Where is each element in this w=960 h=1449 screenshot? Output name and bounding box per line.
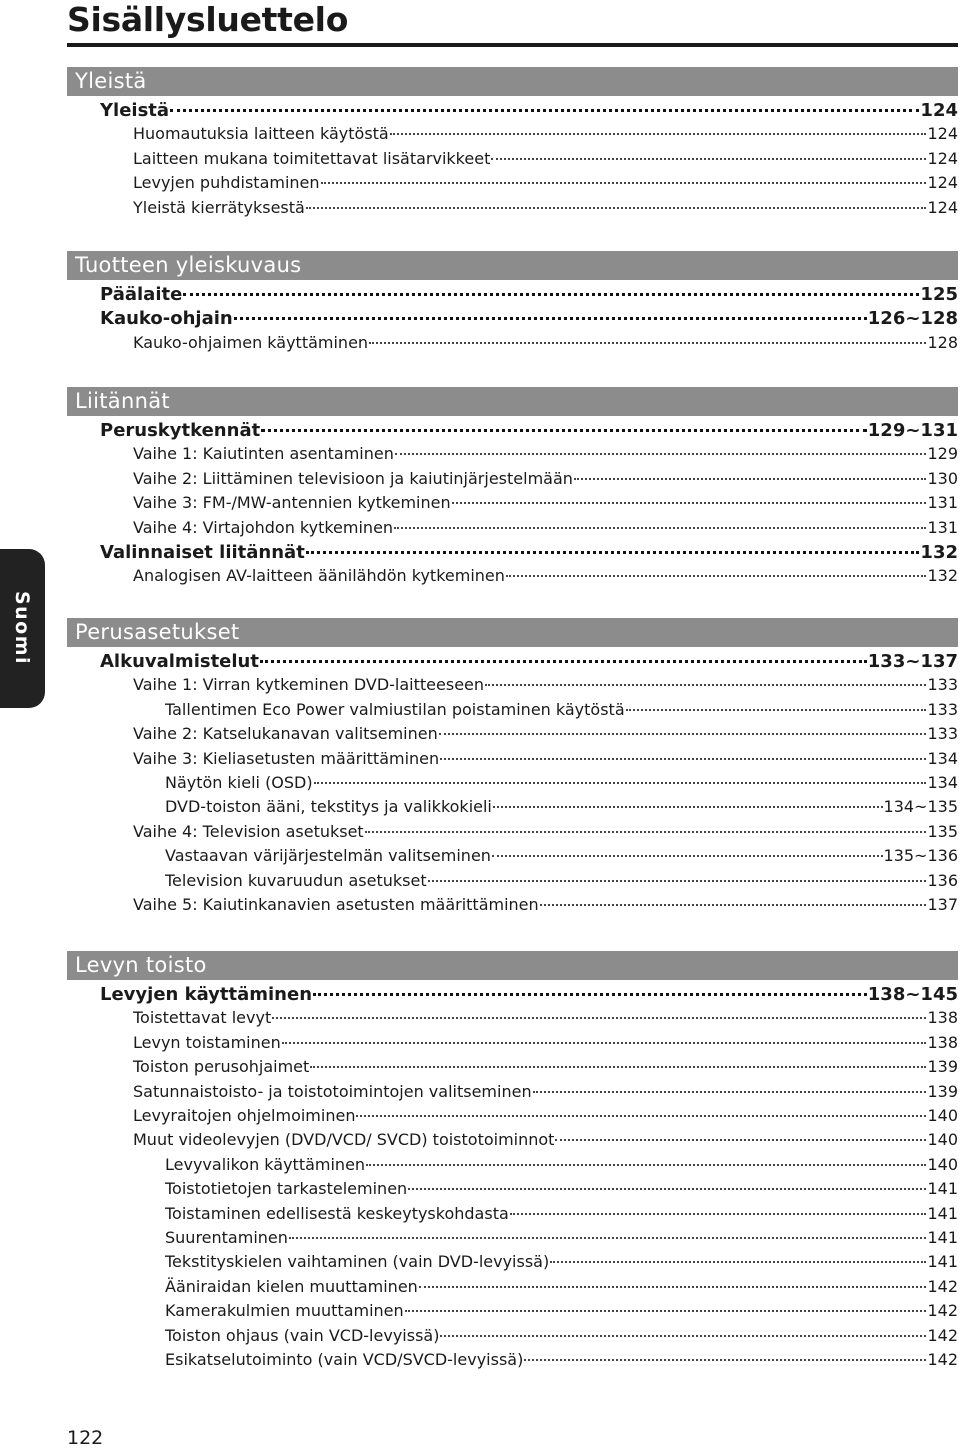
toc-entry-page: 142	[927, 1350, 958, 1369]
toc-entry-title: Vaihe 1: Kaiutinten asentaminen	[133, 444, 394, 464]
toc-entry-title: Tekstityskielen vaihtaminen (vain DVD-levyissä)	[165, 1252, 550, 1272]
toc-entry-title: Vaihe 3: Kieliasetusten määrittäminen	[133, 748, 440, 768]
toc-entry-title: Levyvalikon käyttäminen	[165, 1154, 366, 1174]
toc-entry	[133, 1057, 958, 1081]
toc-entry-page: 138~145	[867, 984, 958, 1005]
page-number: 122	[67, 1427, 104, 1449]
toc-entry-page: 142	[927, 1301, 958, 1321]
toc-entry-page: 134	[927, 748, 958, 768]
toc-entry	[133, 895, 958, 919]
toc-entry-title: Levyraitojen ohjelmoiminen	[133, 1106, 356, 1125]
dot-leader	[540, 904, 927, 906]
toc-entry	[165, 1155, 958, 1179]
toc-entry-page: 142	[927, 1276, 958, 1296]
toc-entry-title: Muut videolevyjen (DVD/VCD/ SVCD) toistotoiminnot	[133, 1130, 555, 1150]
toc-entry-title: Levyn toistaminen	[133, 1032, 281, 1052]
dot-leader	[261, 429, 867, 432]
toc-entry	[133, 518, 958, 542]
toc-entry-page: 124	[920, 100, 958, 121]
toc-entry	[133, 822, 958, 846]
toc-entry-title: Kauko-ohjaimen käyttäminen	[133, 332, 369, 352]
toc-entry	[133, 1130, 958, 1154]
toc-entry	[133, 149, 958, 173]
toc-entry-page: 139	[927, 1057, 958, 1077]
section-header: Perusasetukset	[67, 618, 958, 647]
toc-entry	[133, 1033, 958, 1057]
toc-entry	[133, 469, 958, 493]
toc-entry-title: Kauko-ohjain	[100, 308, 233, 330]
toc-entry-title: Vaihe 4: Virtajohdon kytkeminen	[133, 517, 394, 537]
section-perusasetukset	[67, 618, 958, 914]
dot-leader	[282, 1042, 927, 1044]
dot-leader	[574, 478, 927, 480]
toc-entry-page: 134	[927, 773, 958, 792]
dot-leader	[533, 1091, 927, 1093]
toc-entry-title: Päälaite	[100, 284, 183, 305]
toc-entry-title: Satunnaistoisto- ja toistotoimintojen valitseminen	[133, 1081, 532, 1101]
toc-entry	[100, 984, 958, 1008]
toc-entry	[165, 1301, 958, 1325]
toc-entry-page: 129~131	[867, 420, 958, 441]
toc-entry	[165, 846, 958, 870]
section-liitannat	[67, 387, 958, 586]
toc-entry	[165, 1350, 958, 1374]
dot-leader	[306, 207, 927, 209]
toc-entry	[133, 333, 958, 357]
dot-leader	[260, 660, 867, 663]
toc-entry-title: Näytön kieli (OSD)	[165, 773, 313, 792]
dot-leader	[419, 1286, 927, 1288]
toc-entry	[133, 749, 958, 773]
toc-entry-title: Vaihe 4: Television asetukset	[133, 821, 364, 841]
toc-entry	[100, 420, 958, 444]
toc-entry-page: 137	[927, 895, 958, 914]
toc-entry-page: 132	[927, 566, 958, 586]
toc-entry	[165, 1204, 958, 1228]
dot-leader	[440, 1335, 926, 1337]
toc-entry-page: 124	[927, 148, 958, 168]
toc-entry-title: Vaihe 3: FM-/MW-antennien kytkeminen	[133, 493, 451, 513]
dot-leader	[408, 1188, 926, 1190]
toc-entry-page: 133	[927, 699, 958, 719]
section-yleista	[67, 67, 958, 217]
toc-entry	[100, 542, 958, 566]
toc-entry	[133, 675, 958, 699]
toc-entry-page: 141	[927, 1203, 958, 1223]
dot-leader	[439, 733, 927, 735]
toc-entry-title: Vaihe 5: Kaiutinkanavien asetusten määrittäminen	[133, 895, 539, 914]
toc-entry	[100, 308, 958, 332]
dot-leader	[356, 1115, 926, 1117]
toc-entry-page: 135~136	[883, 846, 958, 866]
toc-entry-title: Toiston perusohjaimet	[133, 1057, 310, 1077]
toc-entry	[133, 444, 958, 468]
toc-entry	[165, 1326, 958, 1350]
toc-entry	[100, 284, 958, 308]
toc-entry-title: Esikatselutoiminto (vain VCD/SVCD-levyissä)	[165, 1350, 524, 1369]
toc-entry-page: 133	[927, 675, 958, 695]
toc-entry-title: Toiston ohjaus (vain VCD-levyissä)	[165, 1325, 440, 1345]
dot-leader	[272, 1017, 926, 1019]
toc-entry-title: Huomautuksia laitteen käytöstä	[133, 124, 389, 144]
toc-entry-title: Yleistä	[100, 100, 170, 121]
toc-entry-page: 124	[927, 124, 958, 144]
toc-entry-title: Television kuvaruudun asetukset	[165, 870, 427, 890]
toc-entry	[165, 700, 958, 724]
toc-entry-page: 131	[927, 517, 958, 537]
toc-entry-page: 141	[927, 1228, 958, 1247]
toc-entry	[165, 1228, 958, 1252]
toc-entry-title: Valinnaiset liitännät	[100, 542, 305, 563]
dot-leader	[626, 709, 927, 711]
toc-entry-page: 130	[927, 468, 958, 488]
toc-entry-title: Ääniraidan kielen muuttaminen	[165, 1276, 418, 1296]
toc-entry	[165, 1179, 958, 1203]
dot-leader	[306, 551, 920, 554]
toc-entry-page: 138	[927, 1032, 958, 1052]
toc-entry-page: 141	[927, 1252, 958, 1272]
dot-leader	[183, 293, 919, 296]
toc-entry-page: 125	[920, 284, 958, 305]
toc-entry-page: 140	[927, 1130, 958, 1150]
section-header: Levyn toisto	[67, 951, 958, 980]
toc-entry-page: 135	[927, 821, 958, 841]
toc-entry-title: Alkuvalmistelut	[100, 651, 259, 672]
toc-entry-page: 138	[927, 1008, 958, 1028]
dot-leader	[365, 831, 927, 833]
toc-entry-page: 128	[927, 332, 958, 352]
toc-entry-title: Toistettavat levyt	[133, 1008, 272, 1028]
section-header: Liitännät	[67, 387, 958, 416]
toc-entry	[133, 724, 958, 748]
dot-leader	[506, 575, 927, 577]
dot-leader	[321, 182, 927, 184]
toc-entry-page: 139	[927, 1081, 958, 1101]
toc-entry	[133, 198, 958, 222]
page-title: Sisällysluettelo	[67, 0, 349, 39]
toc-entry-page: 140	[927, 1154, 958, 1174]
toc-entry-page: 129	[927, 444, 958, 464]
dot-leader	[289, 1237, 927, 1239]
toc-entry	[133, 566, 958, 590]
section-levyn-toisto	[67, 951, 958, 1369]
dot-leader	[550, 1261, 926, 1263]
toc-entry	[165, 773, 958, 797]
dot-leader	[310, 1066, 926, 1068]
dot-leader	[440, 758, 926, 760]
toc-entry-page: 124	[927, 197, 958, 217]
toc-entry-title: Levyjen käyttäminen	[100, 984, 313, 1005]
toc-entry	[100, 100, 958, 124]
toc-entry	[133, 493, 958, 517]
toc-entry-title: Vaihe 2: Katselukanavan valitseminen	[133, 724, 438, 744]
dot-leader	[452, 502, 927, 504]
toc-entry-title: Laitteen mukana toimitettavat lisätarvikkeet	[133, 148, 491, 168]
toc-entry-title: Vastaavan värijärjestelmän valitseminen	[165, 846, 491, 866]
dot-leader	[485, 684, 926, 686]
toc-entry-page: 141	[927, 1179, 958, 1199]
dot-leader	[366, 1164, 926, 1166]
toc-entry-title: Toistaminen edellisestä keskeytyskohdasta	[165, 1203, 509, 1223]
dot-leader	[170, 109, 919, 112]
toc-entry-page: 136	[927, 870, 958, 890]
dot-leader	[234, 317, 867, 320]
dot-leader	[369, 342, 926, 344]
toc-entry	[133, 1082, 958, 1106]
title-rule	[67, 43, 958, 47]
toc-entry	[165, 871, 958, 895]
toc-entry-title: Vaihe 2: Liittäminen televisioon ja kaiutinjärjestelmään	[133, 468, 573, 488]
toc-entry-page: 140	[927, 1106, 958, 1125]
toc-entry-title: Kamerakulmien muuttaminen	[165, 1301, 404, 1321]
language-tab-label: Suomi	[11, 590, 33, 666]
toc-entry	[165, 1252, 958, 1276]
toc-entry	[165, 1277, 958, 1301]
toc-entry	[100, 651, 958, 675]
toc-entry	[165, 797, 958, 821]
dot-leader	[394, 527, 926, 529]
dot-leader	[492, 855, 883, 857]
toc-entry-page: 132	[920, 542, 958, 563]
toc-entry-page: 133	[927, 724, 958, 744]
toc-entry-title: Suurentaminen	[165, 1228, 288, 1247]
toc-entry	[133, 124, 958, 148]
toc-entry-page: 134~135	[883, 797, 958, 817]
dot-leader	[491, 158, 926, 160]
dot-leader	[313, 993, 867, 996]
dot-leader	[314, 782, 927, 784]
toc-entry-title: Peruskytkennät	[100, 420, 261, 441]
section-header: Yleistä	[67, 67, 958, 96]
dot-leader	[390, 133, 927, 135]
toc-entry-page: 142	[927, 1325, 958, 1345]
toc-entry-page: 124	[927, 173, 958, 193]
toc-entry-page: 133~137	[867, 651, 958, 672]
toc-entry-title: Tallentimen Eco Power valmiustilan poistaminen käytöstä	[165, 699, 625, 719]
toc-entry	[133, 173, 958, 197]
dot-leader	[555, 1139, 926, 1141]
section-header: Tuotteen yleiskuvaus	[67, 251, 958, 280]
dot-leader	[524, 1359, 926, 1361]
toc-entry-page: 126~128	[867, 308, 958, 330]
toc-entry	[133, 1106, 958, 1130]
toc-entry-title: Toistotietojen tarkasteleminen	[165, 1179, 408, 1199]
toc-entry-title: Yleistä kierrätyksestä	[133, 197, 305, 217]
toc-entry	[133, 1008, 958, 1032]
section-tuotteen-yleiskuvaus	[67, 251, 958, 352]
toc-entry-page: 131	[927, 493, 958, 513]
dot-leader	[510, 1213, 927, 1215]
toc-entry-title: DVD-toiston ääni, tekstitys ja valikkokieli	[165, 797, 492, 817]
toc-entry-title: Analogisen AV-laitteen äänilähdön kytkeminen	[133, 566, 505, 586]
dot-leader	[493, 806, 883, 808]
toc-entry-title: Vaihe 1: Virran kytkeminen DVD-laitteeseen	[133, 675, 485, 695]
dot-leader	[405, 1310, 927, 1312]
dot-leader	[428, 880, 927, 882]
toc-entry-title: Levyjen puhdistaminen	[133, 173, 320, 193]
dot-leader	[395, 453, 927, 455]
